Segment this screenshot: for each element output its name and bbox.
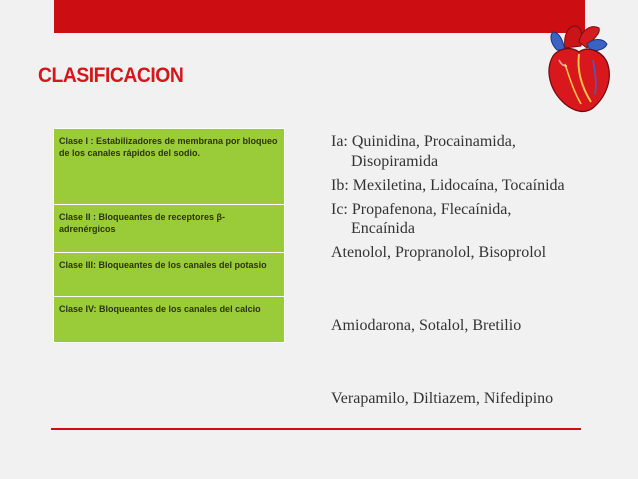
table-row (54, 297, 285, 343)
drug-ib: Ib: Mexiletina, Lidocaína, Tocaínida (331, 177, 565, 194)
table-row (54, 205, 285, 253)
bottom-divider (51, 428, 581, 430)
top-accent-bar (54, 0, 585, 33)
drug-ia-line2: Disopiramida (351, 153, 439, 170)
drug-ic-line2: Encaínida (351, 220, 415, 237)
drug-ic-line1: Ic: Propafenona, Flecaínida, (331, 201, 512, 218)
table-row (54, 129, 285, 205)
class-1-cell: Clase I : Estabilizadores de membrana por bloqueo de los canales rápidos del sodio. (54, 129, 285, 205)
class-3-cell: Clase III: Bloqueantes de los canales del potasio (54, 253, 285, 297)
classification-table (53, 128, 285, 343)
slide-title: CLASIFICACION (38, 64, 184, 87)
drug-ia-line1: Ia: Quinidina, Procainamida, (331, 133, 516, 150)
drug-class3: Amiodarona, Sotalol, Bretilio (331, 317, 522, 334)
table-row (54, 253, 285, 297)
class-2-cell: Clase II : Bloqueantes de receptores β-adrenérgicos (54, 205, 285, 253)
heart-icon (535, 20, 621, 116)
class-4-cell: Clase IV: Bloqueantes de los canales del calcio (54, 297, 285, 343)
drug-class2: Atenolol, Propranolol, Bisoprolol (331, 244, 547, 261)
drug-class4: Verapamilo, Diltiazem, Nifedipino (331, 390, 554, 407)
